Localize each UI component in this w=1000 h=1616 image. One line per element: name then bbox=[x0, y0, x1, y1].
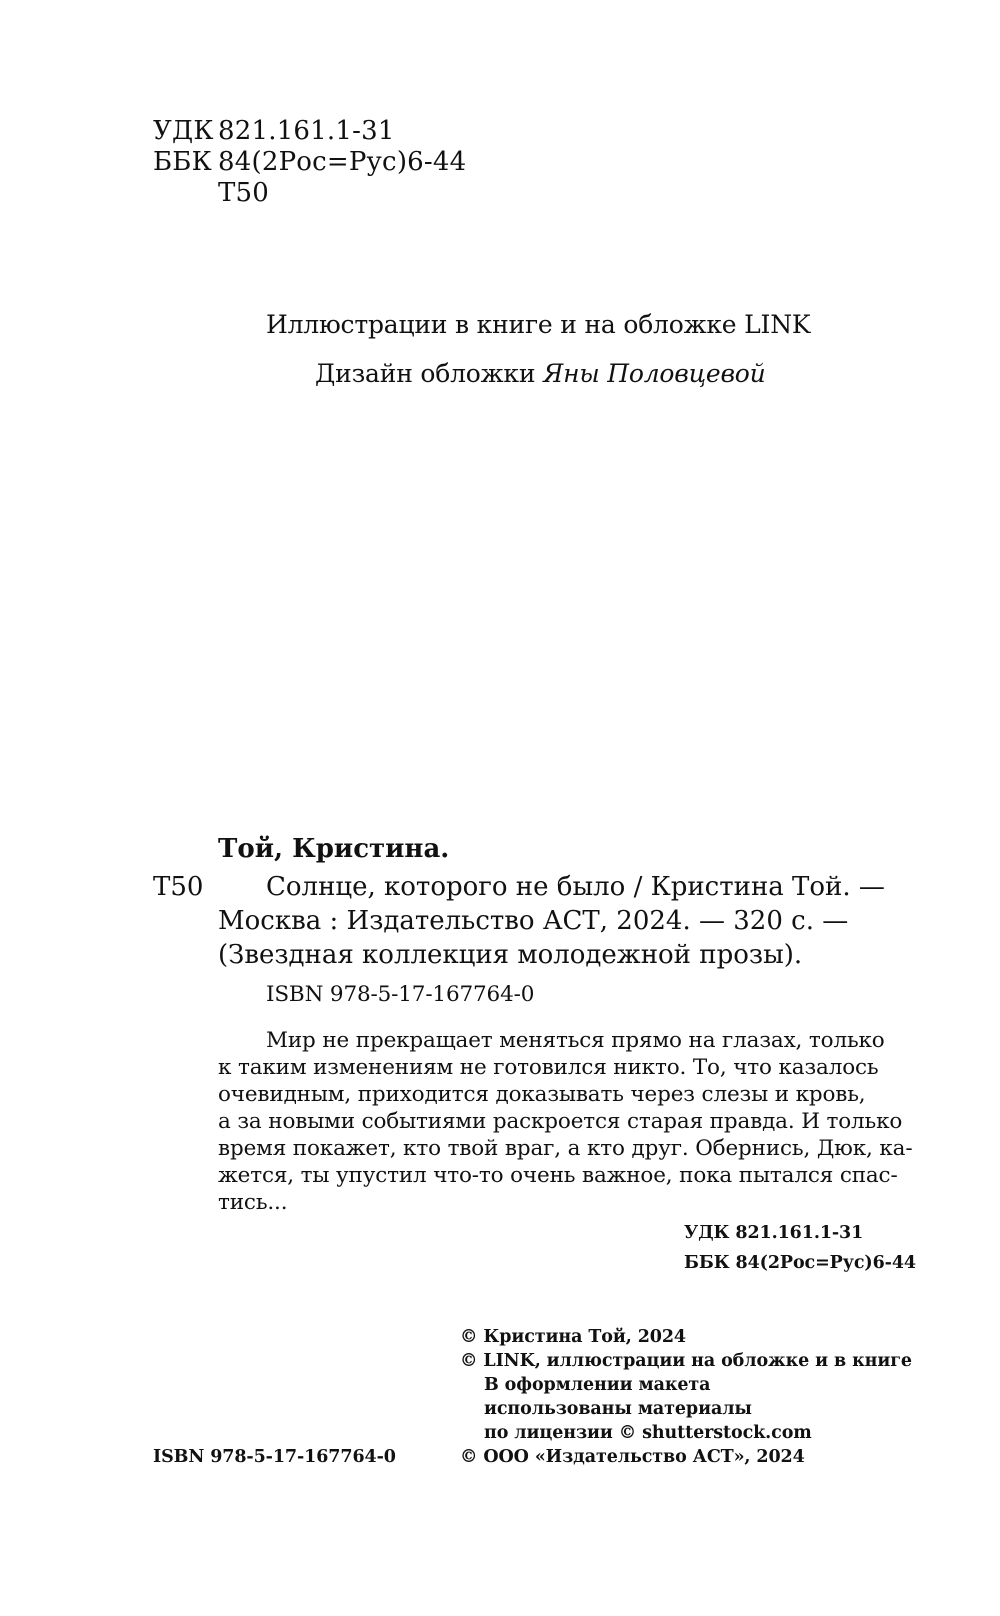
bibliography-line: (Звездная коллекция молодежной прозы). bbox=[218, 940, 803, 970]
copyright-line: © LINK, иллюстрации на обложке и в книге bbox=[460, 1351, 912, 1371]
copyright-line: © Кристина Той, 2024 bbox=[460, 1327, 687, 1347]
udk-value: 821.161.1-31 bbox=[218, 116, 395, 146]
bibliography-isbn: ISBN 978-5-17-167764-0 bbox=[266, 982, 535, 1007]
classification-udk: УДК 821.161.1-31 bbox=[684, 1223, 864, 1243]
bbk-value: 84(2Рос=Рус)6-44 bbox=[218, 147, 467, 177]
bibliography-mark: Т50 bbox=[153, 872, 204, 902]
classification-bbk: ББК 84(2Рос=Рус)6-44 bbox=[684, 1253, 916, 1273]
copyright-isbn: ISBN 978-5-17-167764-0 bbox=[153, 1447, 396, 1467]
book-author: Той, Кристина. bbox=[218, 834, 450, 864]
cover-design-credit bbox=[315, 359, 766, 389]
bbk-label: ББК bbox=[153, 147, 212, 177]
copyright-line: В оформлении макета bbox=[484, 1375, 711, 1395]
bibliography-line: Москва : Издательство АСТ, 2024. — 320 с. — bbox=[218, 906, 849, 936]
annotation-line: очевидным, приходится доказывать через слезы и кровь, bbox=[218, 1082, 866, 1107]
udk-label: УДК bbox=[153, 116, 214, 146]
illustrations-credit: Иллюстрации в книге и на обложке LINK bbox=[266, 310, 811, 339]
annotation-line: к таким изменениям не готовился никто. То, что казалось bbox=[218, 1055, 879, 1080]
annotation-line: жется, ты упустил что-то очень важное, пока пытался спас- bbox=[218, 1163, 898, 1188]
cover-design-prefix: Дизайн обложки bbox=[315, 359, 536, 388]
copyright-line: по лицензии © shutterstock.com bbox=[484, 1423, 812, 1443]
copyright-line: использованы материалы bbox=[484, 1399, 752, 1419]
copyright-line: © ООО «Издательство АСТ», 2024 bbox=[460, 1447, 805, 1467]
bibliography-line: Солнце, которого не было / Кристина Той. — bbox=[266, 872, 885, 902]
annotation-line: Мир не прекращает меняться прямо на глазах, только bbox=[266, 1028, 885, 1053]
author-mark: Т50 bbox=[218, 178, 270, 208]
annotation-line: время покажет, кто твой враг, а кто друг. Обернись, Дюк, ка- bbox=[218, 1136, 913, 1161]
annotation-line: а за новыми событиями раскроется старая правда. И только bbox=[218, 1109, 903, 1134]
cover-designer-name: Яны Половцевой bbox=[543, 359, 766, 388]
annotation-line: тись... bbox=[218, 1190, 288, 1215]
